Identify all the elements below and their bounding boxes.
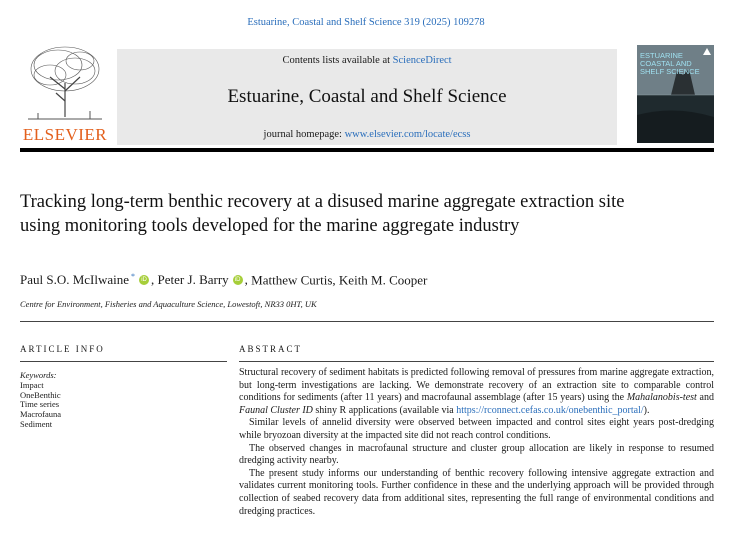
- contents-available-line: [117, 55, 617, 66]
- abstract-paragraph-1: [239, 367, 714, 417]
- elsevier-tree-icon: [20, 43, 110, 125]
- mahalanobis-tool-name: Mahalanobis-test: [626, 392, 697, 404]
- author-1[interactable]: Paul S.O. McIlwaine * iD ,: [20, 272, 155, 288]
- abstract-paragraph-3: The observed changes in macrofaunal structure and cluster group allocation are likely in response to resumed dredging activity nearby.: [239, 442, 714, 467]
- journal-homepage-line: [117, 129, 617, 140]
- journal-masthead: [20, 43, 714, 152]
- corresponding-author-marker[interactable]: *: [131, 272, 136, 281]
- keywords-label: Keywords:: [20, 370, 57, 380]
- author-name[interactable]: Keith M. Cooper: [338, 272, 428, 288]
- keyword-item: Macrofauna: [20, 409, 62, 420]
- elsevier-tree-logo[interactable]: [20, 43, 110, 143]
- abstract-text: Structural recovery of sediment habitats is predicted following removal of pressures from marine aggregate extraction, but long-term investigations are lacking. We demonstrate recovery of an extraction site to comparable control conditions for sediments (after 11 years) and macrofaunal assemblage (after 15 years) using the: [239, 367, 714, 404]
- author-list: [20, 272, 710, 288]
- section-divider: [20, 321, 714, 322]
- faunal-cluster-tool-name: Faunal Cluster ID: [239, 404, 313, 416]
- keyword-item: OneBenthic: [20, 389, 61, 400]
- author-4[interactable]: [339, 272, 427, 287]
- journal-homepage-link[interactable]: www.elsevier.com/locate/ecss: [344, 129, 471, 140]
- keyword-item: Impact: [20, 380, 44, 390]
- author-name[interactable]: Peter J. Barry: [157, 272, 229, 288]
- keyword-item: Sediment: [20, 418, 53, 429]
- journal-cover-thumbnail[interactable]: [637, 45, 714, 143]
- abstract-heading: ABSTRACT: [239, 344, 303, 354]
- author-3[interactable]: Matthew Curtis,: [251, 272, 336, 288]
- journal-banner: [117, 49, 617, 145]
- keywords-list: [20, 381, 61, 430]
- author-name[interactable]: Matthew Curtis: [251, 272, 333, 288]
- article-title: Tracking long-term benthic recovery at a disused marine aggregate extraction site using monitoring tools developed for the marine aggregate industry: [20, 192, 625, 236]
- journal-citation[interactable]: Estuarine, Coastal and Shelf Science 319 (2025) 109278: [247, 17, 485, 28]
- contents-prefix: Contents lists available at: [282, 55, 393, 66]
- article-info-heading: ARTICLE INFO: [20, 344, 105, 354]
- abstract-paragraph-2: Similar levels of annelid diversity were observed between impacted and control sites eight years post-dredging while bryozoan diversity at the impacted site did not reach control conditions.: [239, 417, 714, 441]
- author-2[interactable]: Peter J. Barry iD ,: [157, 272, 248, 288]
- abstract-text: and: [696, 392, 714, 404]
- cover-journal-title: ESTUARINE COASTAL AND SHELF SCIENCE: [640, 51, 700, 76]
- keyword-item: Time series: [20, 399, 60, 410]
- masthead-divider: [20, 148, 714, 152]
- orcid-icon[interactable]: iD: [233, 275, 243, 285]
- article-info-divider: [20, 361, 227, 362]
- orcid-icon[interactable]: iD: [139, 275, 149, 285]
- author-name[interactable]: Paul S.O. McIlwaine: [20, 272, 130, 288]
- elsevier-wordmark: ELSEVIER: [22, 125, 108, 144]
- sciencedirect-link[interactable]: ScienceDirect: [392, 55, 452, 66]
- onebenthic-portal-link[interactable]: https://rconnect.cefas.co.uk/onebenthic_portal/: [456, 404, 644, 416]
- author-affiliation: Centre for Environment, Fisheries and Aquaculture Science, Lowestoft, NR33 0HT, UK: [20, 299, 317, 309]
- homepage-prefix: journal homepage:: [263, 129, 345, 140]
- abstract-text: ).: [643, 404, 650, 416]
- abstract-body: [239, 367, 714, 518]
- journal-title[interactable]: Estuarine, Coastal and Shelf Science: [227, 86, 507, 107]
- abstract-text: shiny R applications (available via: [312, 404, 457, 416]
- abstract-divider: [239, 361, 714, 362]
- abstract-paragraph-4: The present study informs our understanding of benthic recovery following intensive aggregate extraction and validates current monitoring tools. Further confidence in these and the underlying approach will be provided through collection of seabed recovery data from additional sites, representing the full range of environmental conditions and dredging practices.: [239, 467, 714, 517]
